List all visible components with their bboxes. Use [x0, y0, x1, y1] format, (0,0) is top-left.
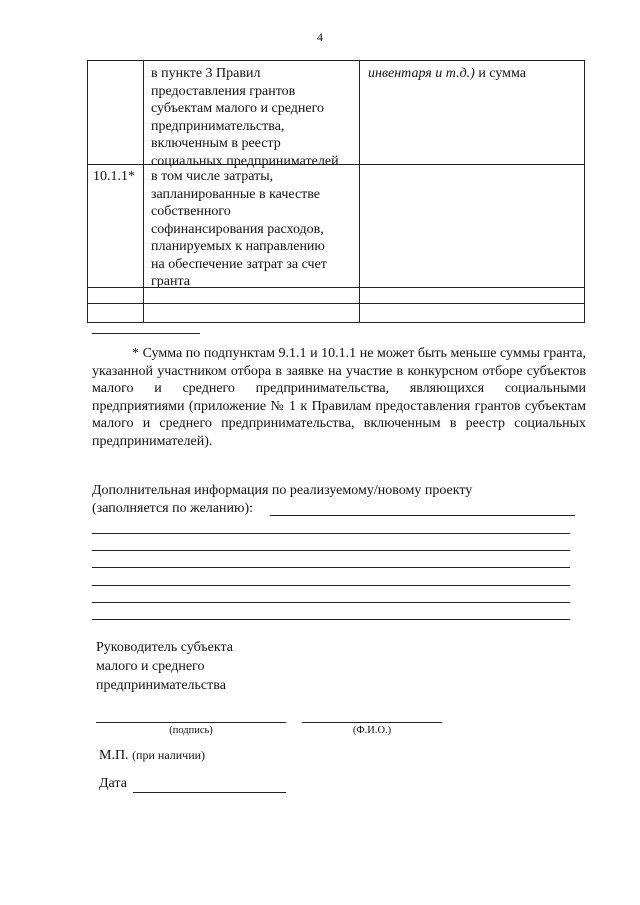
table-row-2-number: 10.1.1* — [93, 169, 135, 184]
stamp-note: (при наличии) — [132, 748, 206, 762]
additional-info-title: Дополнительная информация по реализуемому/новому проекту — [92, 483, 473, 498]
stamp-label: М.П. — [99, 748, 129, 763]
name-line — [302, 722, 442, 723]
stamp-place — [99, 748, 205, 764]
signatory-title: Руководитель субъекта малого и среднего предпринимательства — [96, 640, 233, 693]
additional-info-fill-line — [270, 515, 575, 516]
additional-info-fill-line — [92, 602, 570, 603]
additional-info-fill-line — [92, 567, 570, 568]
signature-caption: (подпись) — [169, 725, 213, 736]
page-number: 4 — [317, 30, 323, 44]
additional-info-fill-line — [92, 619, 570, 620]
table-row-divider — [88, 303, 584, 304]
additional-info-fill-line — [92, 550, 570, 551]
date-row — [99, 776, 127, 792]
name-caption: (Ф.И.О.) — [352, 725, 392, 736]
additional-info-subtitle: (заполняется по желанию): — [92, 501, 253, 516]
table-column-divider — [143, 61, 144, 322]
additional-info-fill-line — [92, 533, 570, 534]
additional-info-fill-line — [92, 585, 570, 586]
grant-cost-table — [87, 60, 585, 323]
date-line — [133, 792, 286, 793]
table-row-1-description: в пункте 3 Правил предоставления грантов субъектам малого и среднего предпринимательства, включенным в реестр социальных предпринимателей — [151, 66, 339, 169]
date-label: Дата — [99, 776, 127, 791]
table-row-2-description: в том числе затраты, запланированные в качестве собственного софинансирования расходов, планируемых к направлению на обеспечение затрат за счет гранта — [151, 169, 327, 289]
footnote-text: * Сумма по подпунктам 9.1.1 и 10.1.1 не может быть меньше суммы гранта, указанной участником отбора в заявке на участие в конкурсном отборе субъектов малого и среднего предпринимательства, являющихся социальными предприятиями (приложение № 1 к Правилам предоставления грантов субъектам малого и среднего предпринимательства, включенным в реестр социальных предпринимателей). — [92, 346, 586, 449]
table-column-divider — [359, 61, 360, 322]
signature-line — [96, 722, 286, 723]
footnote-separator — [92, 333, 200, 334]
table-row-1-value: инвентаря и т.д.) и сумма — [368, 66, 526, 81]
